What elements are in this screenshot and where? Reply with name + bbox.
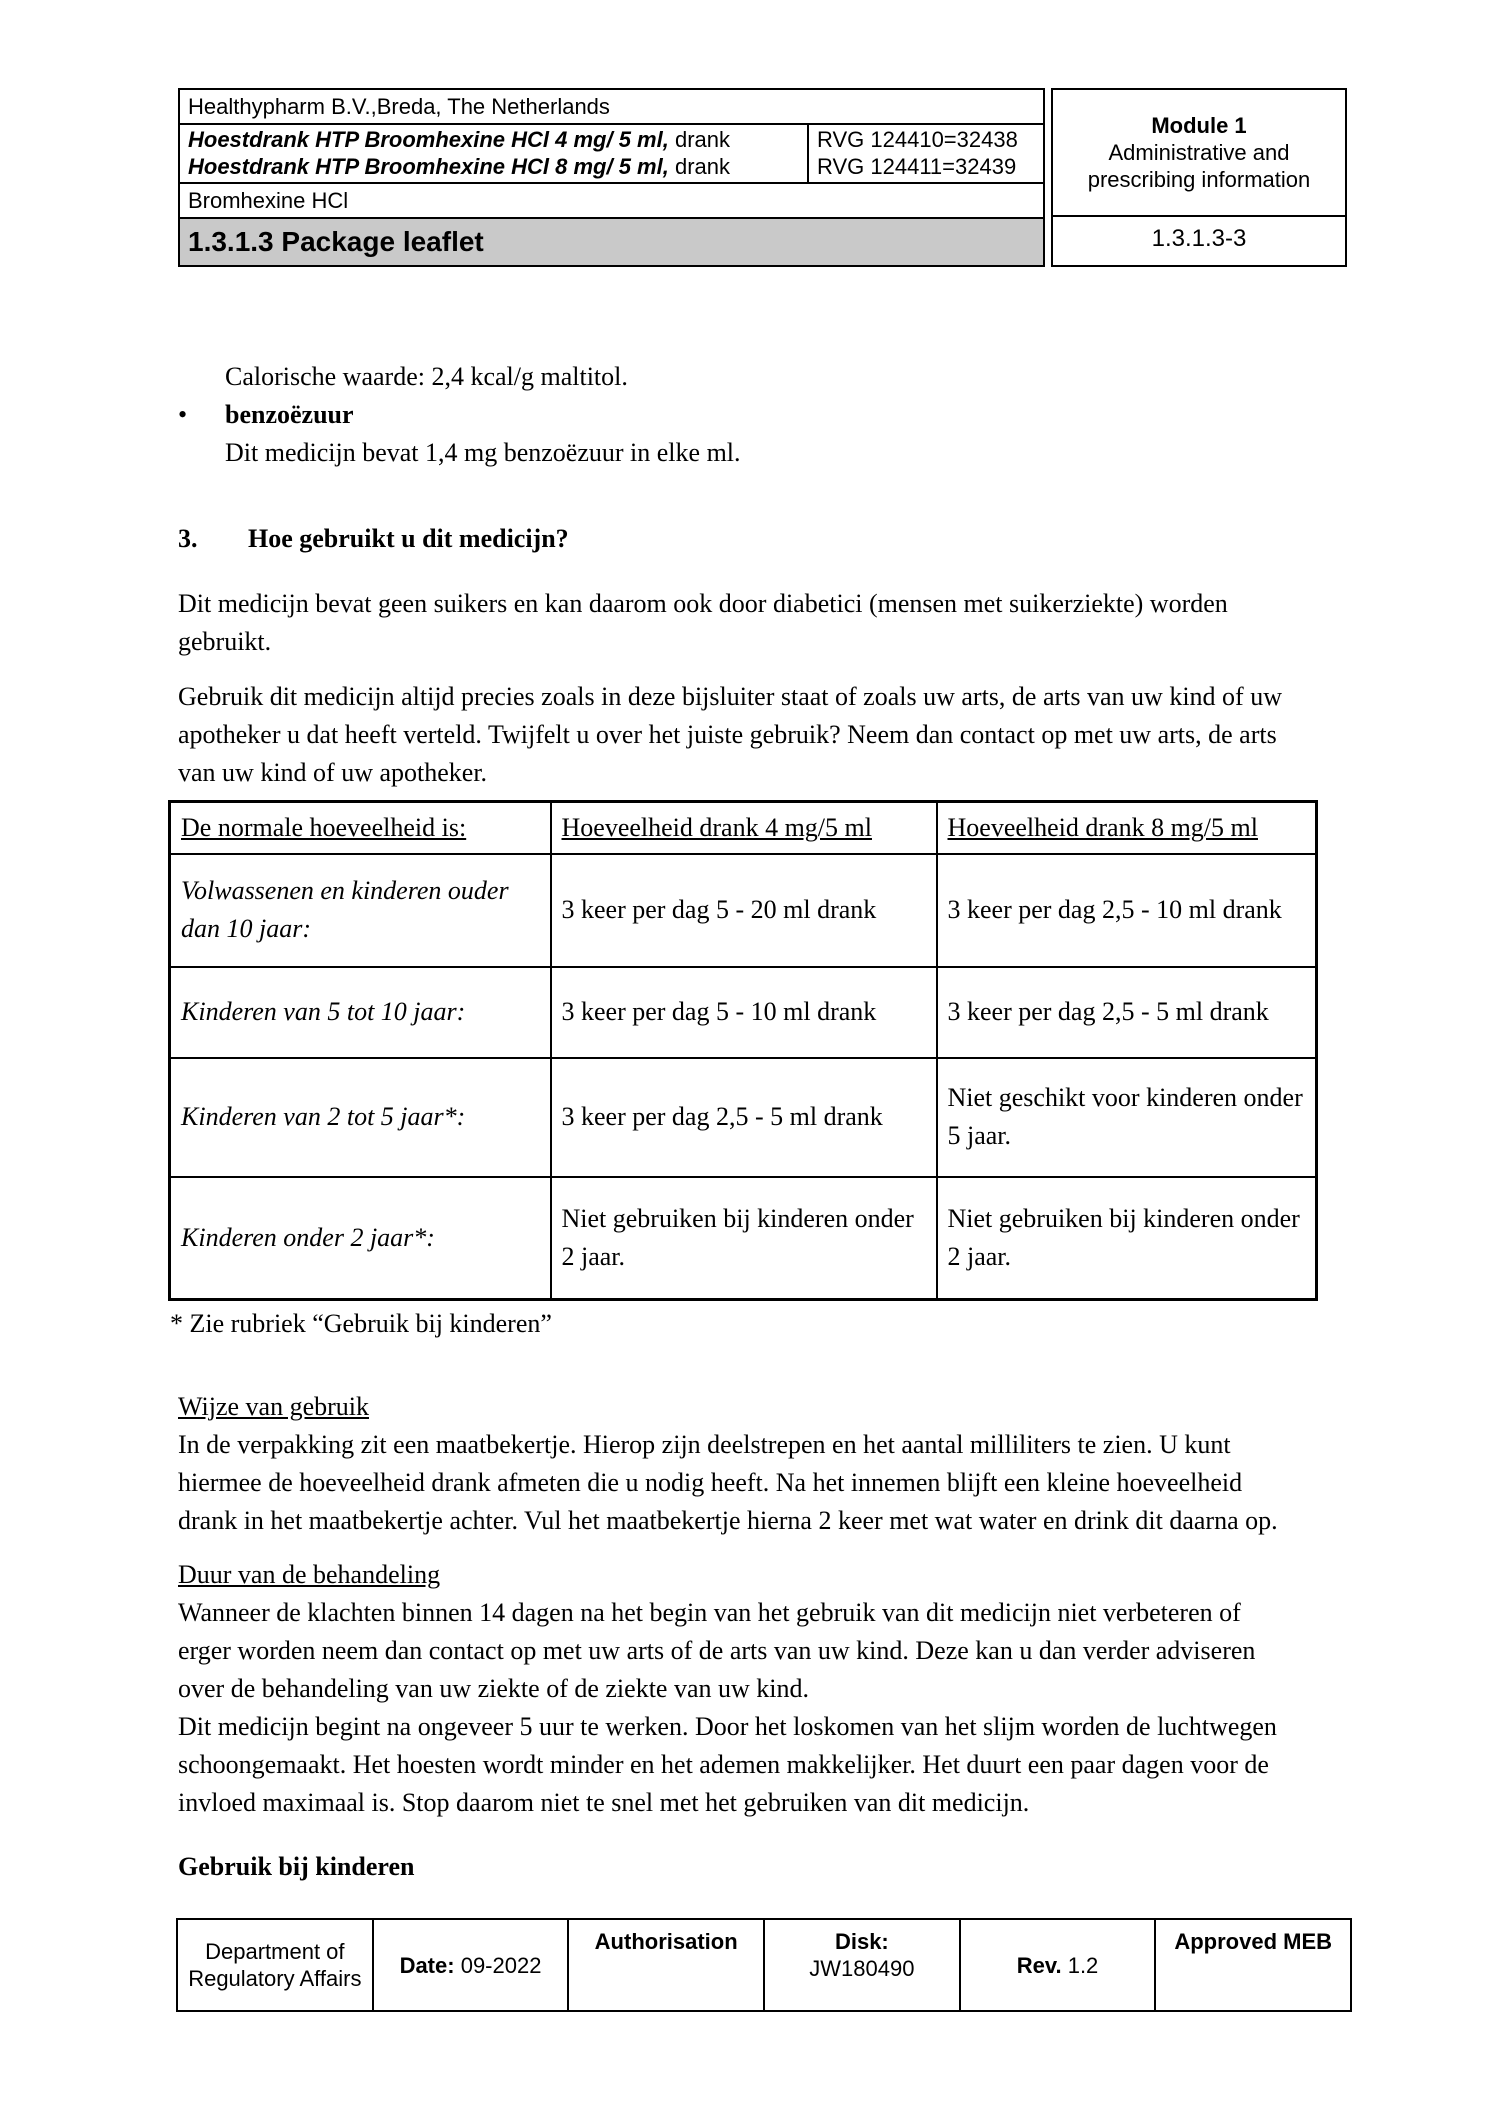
rvg-number-2: RVG 124411=32439: [817, 154, 1017, 179]
section-3-heading: [178, 520, 1350, 558]
product-name-2-form: drank: [668, 154, 730, 179]
footer-department-line1: Department of: [205, 1939, 345, 1964]
product-row: [180, 125, 1043, 184]
paragraph-line: invloed maximaal is. Stop daarom niet te snel met het gebruiken van dit medicijn.: [178, 1788, 1030, 1817]
substance-name: Bromhexine HCl: [188, 187, 349, 213]
paragraph-sugars: [178, 585, 1350, 661]
paragraph-line: hiermee de hoeveelheid drank afmeten die u nodig heeft. Na het innemen blijft een kleine hoeveelheid: [178, 1468, 1243, 1497]
header-info-table: [178, 88, 1045, 267]
module-subtitle-2: prescribing information: [1087, 167, 1311, 192]
footer-date-label: Date:: [399, 1952, 455, 1978]
section-3-title: Hoe gebruikt u dit medicijn?: [248, 524, 569, 553]
paragraph-line: schoongemaakt. Het hoesten wordt minder en het ademen makkelijker. Het duurt een paar dagen voor de: [178, 1750, 1269, 1779]
section-ref-cell: [1053, 217, 1345, 261]
bullet-icon: •: [178, 400, 188, 429]
footer-revision-value: 1.2: [1067, 1952, 1099, 1978]
rvg-number-1: RVG 124410=32438: [817, 127, 1018, 152]
company-row: [180, 90, 1043, 125]
dosage-4mg-value: 3 keer per dag 5 - 20 ml drank: [551, 854, 937, 967]
paragraph-line: over de behandeling van uw ziekte of de ziekte van uw kind.: [178, 1674, 809, 1703]
dosage-4mg-value: 3 keer per dag 2,5 - 5 ml drank: [551, 1058, 937, 1177]
dosage-header-8mg: Hoeveelheid drank 8 mg/5 ml: [937, 802, 1317, 854]
excipient-bullet: [178, 396, 1350, 434]
usage-method-paragraph: [178, 1426, 1350, 1540]
footer-disk-cell: [765, 1920, 961, 2010]
treatment-duration-heading: Duur van de behandeling: [178, 1560, 441, 1589]
module-subtitle-1: Administrative and: [1108, 140, 1290, 165]
leaflet-body: [170, 358, 1350, 1886]
dosage-8mg-value: 3 keer per dag 2,5 - 10 ml drank: [937, 854, 1317, 967]
paragraph-usage-advice: [178, 678, 1350, 792]
footer-date-value: 09-2022: [460, 1952, 542, 1978]
paragraph-line: In de verpakking zit een maatbekertje. Hierop zijn deelstrepen en het aantal milliliters te zien. U kunt: [178, 1430, 1231, 1459]
dosage-4mg-value: 3 keer per dag 5 - 10 ml drank: [551, 967, 937, 1058]
footer-date: [400, 1952, 542, 1979]
footer-approved: Approved MEB: [1174, 1929, 1333, 1954]
dosage-header-row: [170, 802, 1317, 854]
product-name-2: [188, 153, 799, 180]
footer-revision-label: Rev.: [1016, 1952, 1062, 1978]
dosage-header-4mg: Hoeveelheid drank 4 mg/5 ml: [551, 802, 937, 854]
paragraph-line: erger worden neem dan contact op met uw arts of de arts van uw kind. Deze kan u dan verder adviseren: [178, 1636, 1256, 1665]
dosage-group-label: Kinderen van 5 tot 10 jaar:: [170, 967, 551, 1058]
footer-approved-cell: [1156, 1920, 1350, 2010]
calorific-value-line: Calorische waarde: 2,4 kcal/g maltitol.: [225, 362, 628, 391]
table-row: [170, 1058, 1317, 1177]
footer-authorisation-cell: [569, 1920, 765, 2010]
document-footer: [176, 1918, 1352, 2012]
paragraph-line: Wanneer de klachten binnen 14 dagen na het begin van het gebruik van dit medicijn niet verbeteren of: [178, 1598, 1241, 1627]
product-name-2-bold: Hoestdrank HTP Broomhexine HCl 8 mg/ 5 ml,: [188, 154, 669, 179]
dosage-table-wrapper: [168, 800, 1350, 1301]
product-names-cell: [180, 125, 809, 182]
section-title: 1.3.1.3 Package leaflet: [188, 226, 484, 257]
excipient-description: Dit medicijn bevat 1,4 mg benzoëzuur in elke ml.: [225, 438, 741, 467]
dosage-header-normal: De normale hoeveelheid is:: [170, 802, 551, 854]
dosage-8mg-value: 3 keer per dag 2,5 - 5 ml drank: [937, 967, 1317, 1058]
footer-department-line2: Regulatory Affairs: [188, 1966, 362, 1991]
dosage-group-label: Kinderen van 2 tot 5 jaar*:: [170, 1058, 551, 1177]
paragraph-line: drank in het maatbekertje achter. Vul het maatbekertje hierna 2 keer met wat water en drink dit daarna op.: [178, 1506, 1278, 1535]
dosage-8mg-value: Niet geschikt voor kinderen onder 5 jaar.: [937, 1058, 1317, 1177]
table-footnote: * Zie rubriek “Gebruik bij kinderen”: [170, 1309, 552, 1338]
table-row: [170, 854, 1317, 967]
footer-disk-value: JW180490: [809, 1956, 915, 1981]
children-use-heading: Gebruik bij kinderen: [178, 1852, 415, 1881]
footer-date-cell: [374, 1920, 570, 2010]
module-title: Module 1: [1151, 113, 1247, 138]
document-header: [178, 88, 1347, 267]
module-box: [1051, 88, 1347, 267]
paragraph-line: Dit medicijn begint na ongeveer 5 uur te werken. Door het loskomen van het slijm worden de luchtwegen: [178, 1712, 1277, 1741]
paragraph-line: gebruikt.: [178, 627, 272, 656]
section-ref: 1.3.1.3-3: [1151, 225, 1247, 252]
module-cell: [1053, 90, 1345, 217]
treatment-duration-paragraph: [178, 1594, 1350, 1822]
dosage-table: [168, 800, 1318, 1301]
table-row: [170, 967, 1317, 1058]
paragraph-line: van uw kind of uw apotheker.: [178, 758, 488, 787]
section-3-number: 3.: [178, 524, 198, 553]
table-row: [170, 1177, 1317, 1300]
footer-department-cell: [178, 1920, 374, 2010]
paragraph-line: apotheker u dat heeft verteld. Twijfelt u over het juiste gebruik? Neem dan contact op met uw arts, de arts: [178, 720, 1277, 749]
product-name-1-bold: Hoestdrank HTP Broomhexine HCl 4 mg/ 5 ml,: [188, 127, 669, 152]
paragraph-line: Dit medicijn bevat geen suikers en kan daarom ook door diabetici (mensen met suikerziekte) worden: [178, 589, 1228, 618]
dosage-8mg-value: Niet gebruiken bij kinderen onder 2 jaar.: [937, 1177, 1317, 1300]
usage-method-heading: Wijze van gebruik: [178, 1392, 369, 1421]
rvg-numbers-cell: [809, 125, 1043, 182]
footer-revision: [1017, 1952, 1099, 1979]
product-name-1-form: drank: [668, 127, 730, 152]
excipient-name: benzoëzuur: [225, 400, 354, 429]
dosage-4mg-value: Niet gebruiken bij kinderen onder 2 jaar.: [551, 1177, 937, 1300]
dosage-group-label: Kinderen onder 2 jaar*:: [170, 1177, 551, 1300]
paragraph-line: Gebruik dit medicijn altijd precies zoals in deze bijsluiter staat of zoals uw arts, de arts van uw kind of uw: [178, 682, 1282, 711]
company-name: Healthypharm B.V.,Breda, The Netherlands: [188, 93, 610, 119]
footer-revision-cell: [961, 1920, 1157, 2010]
footer-disk-label: Disk:: [834, 1929, 889, 1954]
footer-authorisation: Authorisation: [594, 1929, 738, 1954]
product-name-1: [188, 126, 799, 153]
dosage-group-label: Volwassenen en kinderen ouder dan 10 jaar:: [170, 854, 551, 967]
section-title-bar: [180, 219, 1043, 265]
substance-row: [180, 184, 1043, 219]
